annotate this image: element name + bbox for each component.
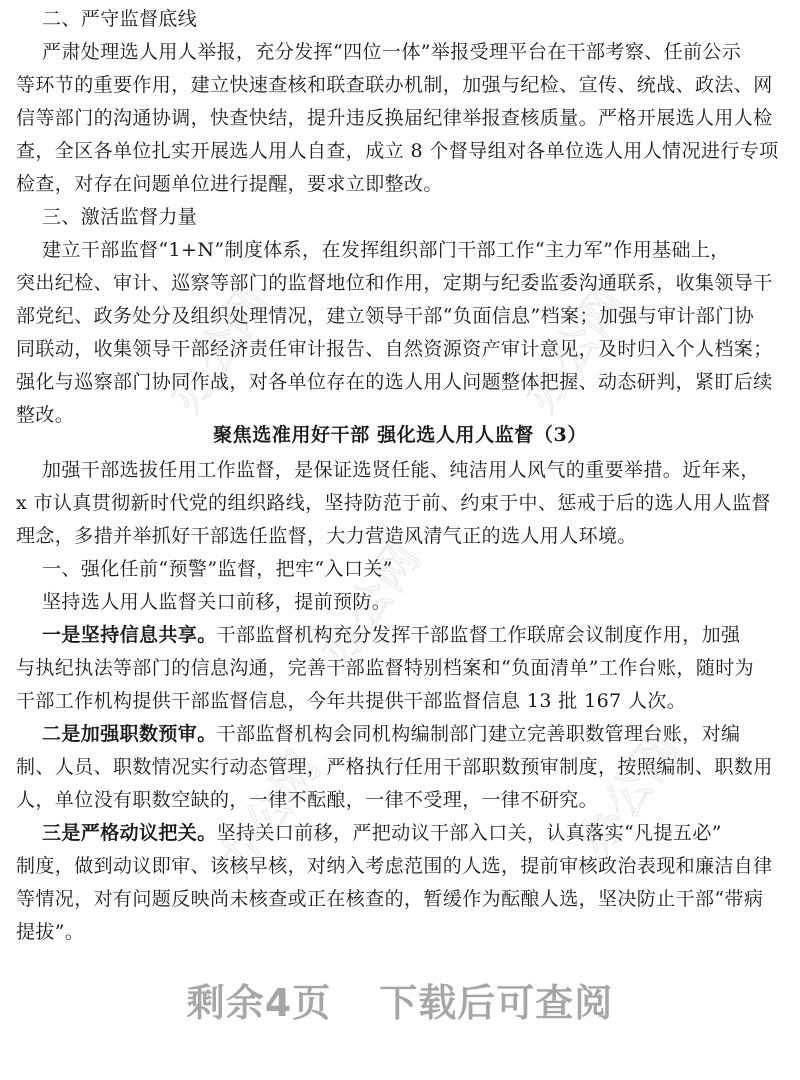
paragraph-line: 提拔”。 [16,921,85,943]
point-lead: 三是严格动议把关。 [42,822,217,844]
paragraph-line: 坚持选人用人监督关口前移，提前预防。 [42,591,392,613]
watermark: 办公网 [207,742,331,887]
paragraph-line: 突出纪检、审计、巡察等部门的监督地位和作用，定期与纪委监委沟通联系，收集领导干 [16,272,773,294]
paragraph-line: 理念，多措并举抓好干部选任监督，大力营造风清气正的选人用人环境。 [16,525,637,547]
section-heading: 二、严守监督底线 [42,8,198,30]
watermark: 办公网 [512,277,636,422]
point-lead: 一是坚持信息共享。 [42,624,217,646]
paragraph-line: 部党纪、政务处分及组织处理情况，建立领导干部“负面信息”档案；加强与审计部门协 [16,305,755,327]
paragraph-line: 严肃处理选人用人举报，充分发挥“四位一体”举报受理平台在干部考察、任前公示 [42,41,742,63]
paragraph-line: 制、人员、职数情况实行动态管理，严格执行任用干部职数预审制度，按照编制、职数用 [16,756,773,778]
section-heading: 一、强化任前“预警”监督，把牢“入口关” [42,558,393,580]
paragraph-line [42,722,786,748]
paragraph-line: 等情况，对有问题反映尚未核查或正在核查的，暂缓作为酝酿人选，坚决防止干部“带病 [16,888,764,910]
download-prompt-label[interactable]: 下载后可查阅 [379,981,614,1025]
point-lead: 二是加强职数预审。 [42,723,217,745]
paragraph-line [42,821,786,847]
watermark: 办公网 [567,722,691,867]
paragraph-line: 信等部门的沟通协调，快查快结，提升违反换届纪律举报查核质量。严格开展选人用人检 [16,107,773,129]
point-text: 坚持关口前移，严把动议干部入口关，认真落实“凡提五必” [216,822,722,844]
paragraph-line [42,623,786,649]
document-title: 聚焦选准用好干部 强化选人用人监督（3） [213,424,587,446]
watermark: 办公网 [307,532,431,677]
paragraph-line: 查，全区各单位扎实开展选人用人自查，成立 8 个督导组对各单位选人用人情况进行专项 [16,140,779,162]
point-text: 干部监督机构会同机构编制部门建立完善职数管理台账，对编 [216,723,741,745]
paragraph-line: 制度，做到动议即审、该核早核，对纳入考虑范围的人选，提前审核政治表现和廉洁自律 [16,855,773,877]
paragraph-line: 强化与巡察部门协同作战，对各单位存在的选人用人问题整体把握、动态研判，紧盯后续 [16,371,773,393]
point-text: 干部监督机构充分发挥干部监督工作联席会议制度作用，加强 [216,624,741,646]
paragraph-line: 同联动，收集领导干部经济责任审计报告、自然资源资产审计意见，及时归入个人档案； [16,338,773,360]
paragraph-line: 检查，对存在问题单位进行提醒，要求立即整改。 [16,173,443,195]
paragraph-line: 等环节的重要作用，建立快速查核和联查联办机制，加强与纪检、宣传、统战、政法、网 [16,74,773,96]
watermark: 办公网 [157,277,281,422]
paragraph-line: 人，单位没有职数空缺的，一律不酝酿，一律不受理，一律不研究。 [16,789,599,811]
paragraph-line: 建立干部监督“1+N”制度体系，在发挥组织部门干部工作“主力军”作用基础上， [42,239,730,261]
remaining-pages-label[interactable]: 剩余4页 [186,981,332,1025]
paragraph-line: x 市认真贯彻新时代党的组织路线，坚持防范于前、约束于中、惩戒于后的选人用人监督 [16,492,771,514]
paragraph-line: 整改。 [16,404,75,426]
paragraph-line: 干部工作机构提供干部监督信息，今年共提供干部监督信息 13 批 167 人次。 [16,690,687,712]
paragraph-line: 与执纪执法等部门的信息沟通，完善干部监督特别档案和“负面清单”工作台账，随时为 [16,657,755,679]
section-heading: 三、激活监督力量 [42,206,198,228]
download-banner[interactable] [0,978,800,1028]
paragraph-line: 加强干部选拔任用工作监督，是保证选贤任能、纯洁用人风气的重要举措。近年来， [42,459,760,481]
